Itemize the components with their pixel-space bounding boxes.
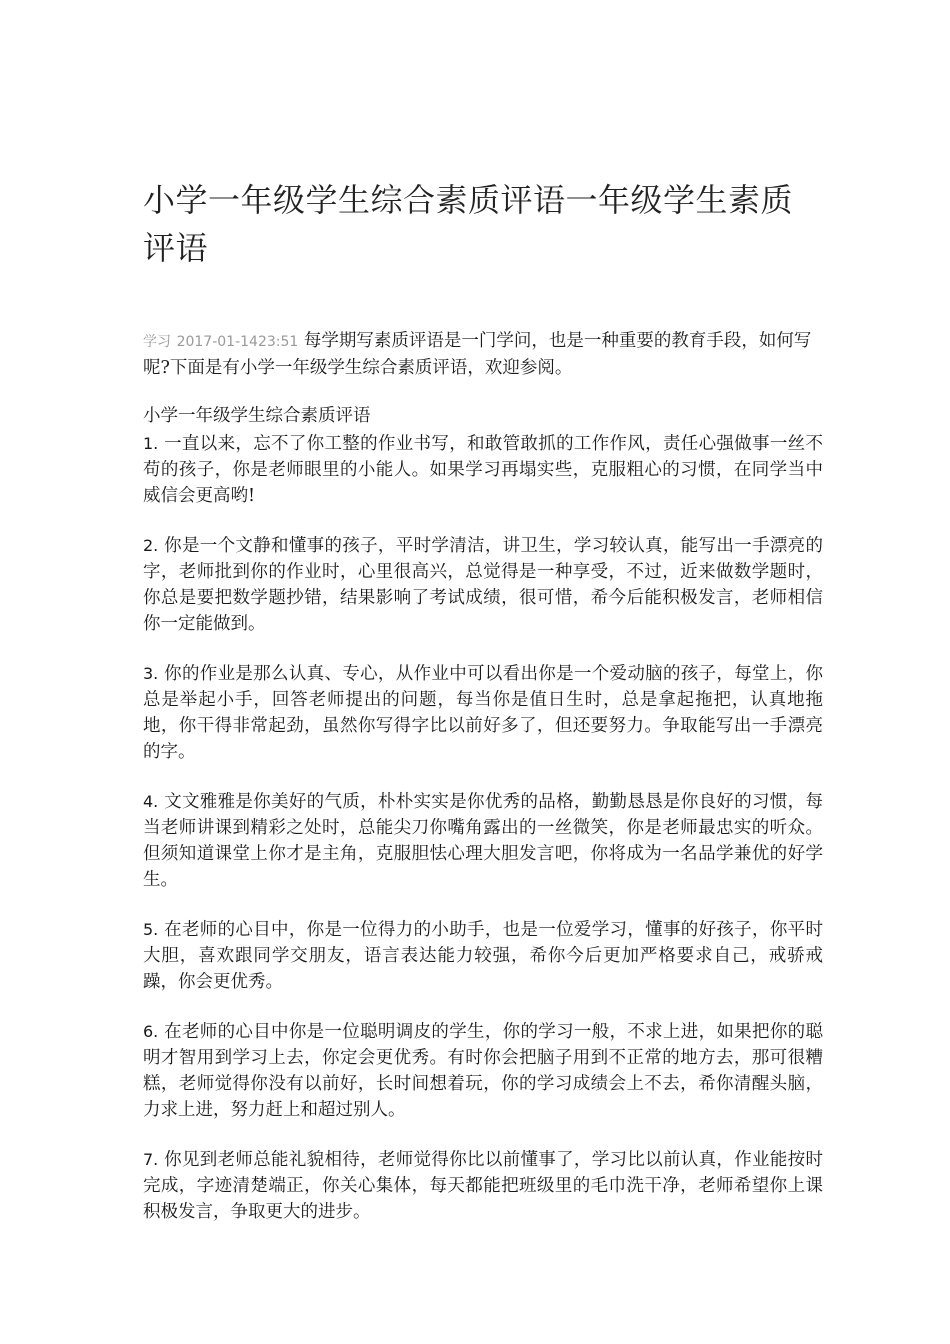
intro-text: 每学期写素质评语是一门学问，也是一种重要的教育手段，如何写呢?下面是有小学一年级学生综合素质评语，欢迎参阅。 [143,331,812,378]
paragraph-number: 6. [143,1022,159,1041]
comment-paragraph-6 [143,1019,823,1123]
paragraph-number: 4. [143,792,159,811]
article-intro [143,328,823,381]
paragraph-number: 3. [143,664,159,683]
paragraph-text: 一直以来，忘不了你工整的作业书写，和敢管敢抓的工作作风，责任心强做事一丝不苟的孩子，你是老师眼里的小能人。如果学习再塌实些，克服粗心的习惯，在同学当中威信会更高哟! [143,434,823,506]
paragraph-number: 2. [143,536,159,555]
article-datetime: 2017-01-1423:51 [176,334,299,350]
paragraph-text: 文文雅雅是你美好的气质，朴朴实实是你优秀的品格，勤勤恳恳是你良好的习惯，每当老师讲课到精彩之处时，总能尖刀你嘴角露出的一丝微笑，你是老师最忠实的听众。但须知道课堂上你才是主角，克服胆怯心理大胆发言吧，你将成为一名品学兼优的好学生。 [143,792,823,890]
section-heading: 小学一年级学生综合素质评语 [143,406,371,426]
comment-paragraph-4 [143,789,823,893]
paragraph-text: 在老师的心目中你是一位聪明调皮的学生，你的学习一般，不求上进，如果把你的聪明才智用到学习上去，你定会更优秀。有时你会把脑子用到不正常的地方去，那可很糟糕，老师觉得你没有以前好，长时间想着玩，你的学习成绩会上不去，希你清醒头脑，力求上进，努力赶上和超过别人。 [143,1022,823,1120]
paragraph-number: 1. [143,434,159,453]
comment-paragraph-3 [143,661,823,765]
document-page [143,0,823,1249]
article-title: 小学一年级学生综合素质评语一年级学生素质评语 [143,181,794,267]
paragraph-number: 5. [143,920,159,939]
comment-paragraph-5 [143,917,823,995]
paragraph-text: 你见到老师总能礼貌相待，老师觉得你比以前懂事了，学习比以前认真，作业能按时完成，字迹清楚端正，你关心集体，每天都能把班级里的毛巾洗干净，老师希望你上课积极发言，争取更大的进步。 [143,1150,823,1222]
paragraph-text: 你是一个文静和懂事的孩子，平时学清洁，讲卫生，学习较认真，能写出一手漂亮的字，老师批到你的作业时，心里很高兴，总觉得是一种享受，不过，近来做数学题时，你总是要把数学题抄错，结果影响了考试成绩，很可惜，希今后能积极发言，老师相信你一定能做到。 [143,536,823,634]
paragraph-text: 在老师的心目中，你是一位得力的小助手，也是一位爱学习，懂事的好孩子，你平时大胆，喜欢跟同学交朋友，语言表达能力较强，希你今后更加严格要求自己，戒骄戒躁，你会更优秀。 [143,920,823,992]
comment-paragraph-2 [143,533,823,637]
comment-paragraph-7 [143,1147,823,1225]
paragraph-text: 你的作业是那么认真、专心，从作业中可以看出你是一个爱动脑的孩子，每堂上，你总是举起小手，回答老师提出的问题，每当你是值日生时，总是拿起拖把，认真地拖地，你干得非常起劲，虽然你写得字比以前好多了，但还要努力。争取能写出一手漂亮的字。 [143,664,823,762]
comment-paragraph-1 [143,431,823,509]
paragraph-number: 7. [143,1150,159,1169]
article-category: 学习 [143,334,171,350]
